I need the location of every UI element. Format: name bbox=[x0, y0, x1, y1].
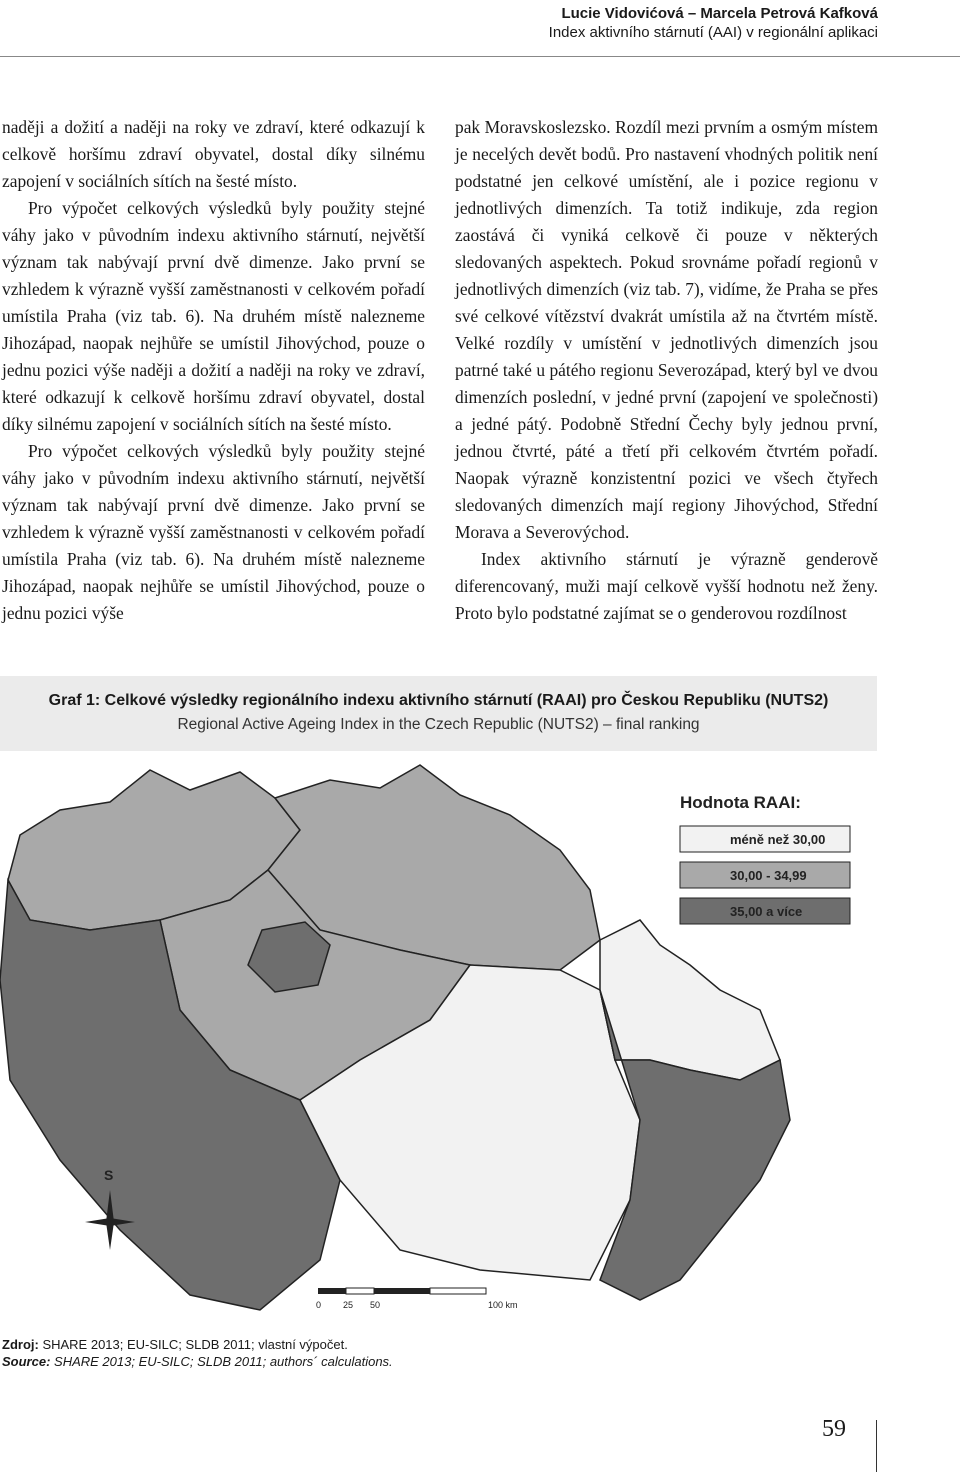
figure-caption bbox=[0, 676, 877, 751]
legend-title: Hodnota RAAI: bbox=[680, 793, 801, 812]
left-paragraph-1: naději a dožití a naději na roky ve zdraví, které odkazují k celkově horšímu zdraví obyvatel, dostal díky silnému zapojení v sociálních sítích na šesté místo. bbox=[2, 117, 425, 191]
compass-label: S bbox=[104, 1167, 114, 1183]
header-title: Index aktivního stárnutí (AAI) v regionální aplikaci bbox=[548, 24, 878, 41]
source-en-text: SHARE 2013; EU-SILC; SLDB 2011; authors´ calculations. bbox=[50, 1354, 393, 1369]
scale-label: 0 bbox=[316, 1300, 322, 1310]
header-divider bbox=[0, 56, 960, 57]
scale-label: 25 bbox=[343, 1300, 354, 1310]
czech-regions-map bbox=[0, 760, 900, 1330]
figure-subtitle: Regional Active Ageing Index in the Czech Republic (NUTS2) – final ranking bbox=[177, 716, 700, 733]
scale-bar bbox=[316, 1288, 518, 1310]
legend bbox=[680, 826, 850, 924]
left-paragraph-2: Pro výpočet celkových výsledků byly použity stejné váhy jako v původním indexu aktivního stárnutí, největší význam tak nabývají první dvě dimenze. Jako první se vzhledem k výrazně vyšší zaměstnanosti v celkovém pořadí umístila Praha (viz tab. 6). Na druhém místě nalezneme Jihozápad, naopak nejhůře se umístil Jihovýchod, pouze o jednu pozici výše naději a dožití a naději na roky ve zdraví, které odkazují k celkově horšímu zdraví obyvatel, dostal díky silnému zapojení v sociálních sítích na šesté místo. bbox=[2, 198, 425, 434]
region-moravskoslezsko bbox=[600, 920, 780, 1080]
source-en-label: Source: bbox=[2, 1354, 51, 1369]
scale-label: 100 km bbox=[488, 1300, 518, 1310]
right-paragraph-2: Index aktivního stárnutí je výrazně genderově diferencovaný, muži mají celkově vyšší hodnotu než ženy. Proto bylo podstatné zajímat se o genderovou rozdílnost bbox=[455, 549, 878, 623]
legend-label: 30,00 - 34,99 bbox=[730, 868, 807, 883]
scale-label: 50 bbox=[370, 1300, 381, 1310]
left-text-column bbox=[2, 114, 425, 627]
running-header bbox=[549, 4, 878, 42]
page-number-divider bbox=[876, 1420, 877, 1472]
legend-label: 35,00 a více bbox=[730, 904, 803, 919]
header-authors: Lucie Vidovićová – Marcela Petrová Kafková bbox=[561, 5, 878, 22]
figure-title: Graf 1: Celkové výsledky regionálního indexu aktivního stárnutí (RAAI) pro Českou Republiku (NUTS2) bbox=[48, 692, 829, 709]
right-paragraph-1: pak Moravskoslezsko. Rozdíl mezi prvním a osmým místem je necelých devět bodů. Pro nastavení vhodných politik není podstatné jen celkové umístění, ale i pozice regionu v jednotlivých dimenzích. Ta totiž indikuje, zda region zaostává či vyniká celkově či pouze v některých sledovaných aspektech. Pokud srovnáme pořadí regionů v jednotlivých dimenzích (viz tab. 7), vidíme, že Praha se přes své celkové vítězství dvakrát umístila až na čtvrtém místě. Velké rozdíly v umístění v jednotlivých dimenzích jsou patrné také u pátého regionu Severozápad, který byl ve dvou dimenzích poslední, v jedné první (zapojení ve společnosti) a jedné pátý. Podobně Střední Čechy byly jednou první, jednou čtvrté, páté a třetí při celkovém čtvrtém pořadí. Naopak výrazně konzistentní pozici ve všech čtyřech sledovaných dimenzích mají regiony Jihovýchod, Střední Morava a Severovýchod. bbox=[455, 117, 878, 542]
figure-source bbox=[2, 1336, 393, 1370]
source-cz-text: SHARE 2013; EU-SILC; SLDB 2011; vlastní výpočet. bbox=[38, 1337, 348, 1352]
source-cz-label: Zdroj: bbox=[2, 1337, 39, 1352]
page-number: 59 bbox=[822, 1416, 846, 1442]
right-text-column bbox=[455, 114, 878, 627]
legend-label: méně než 30,00 bbox=[730, 832, 826, 847]
left-paragraph-3: Pro výpočet celkových výsledků byly použity stejné váhy jako v původním indexu aktivního stárnutí, největší význam tak nabývají první dvě dimenze. Jako první se vzhledem k výrazně vyšší zaměstnanosti v celkovém pořadí umístila Praha (viz tab. 6). Na druhém místě nalezneme Jihozápad, naopak nejhůře se umístil Jihovýchod, pouze o jednu pozici výše bbox=[2, 441, 425, 623]
